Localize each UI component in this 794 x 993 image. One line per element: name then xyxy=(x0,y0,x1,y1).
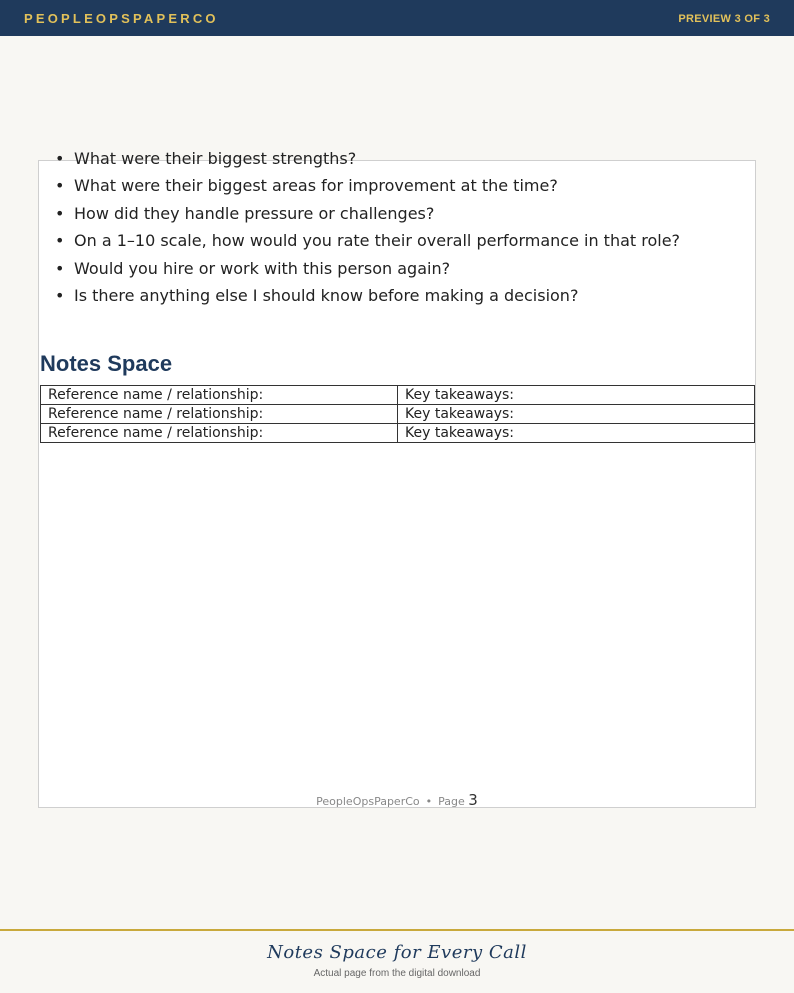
reference-name-cell: Reference name / relationship: xyxy=(41,424,398,443)
reference-name-cell: Reference name / relationship: xyxy=(41,405,398,424)
list-item: • What were their biggest strengths? xyxy=(74,145,680,172)
list-item: • Is there anything else I should know before making a decision? xyxy=(74,282,680,309)
list-item: • What were their biggest areas for improvement at the time? xyxy=(74,172,680,199)
table-row xyxy=(41,386,755,405)
page-footer xyxy=(39,791,755,809)
caption-title: Notes Space for Every Call xyxy=(267,942,527,963)
question-list xyxy=(39,145,680,309)
table-row xyxy=(41,424,755,443)
notes-table xyxy=(40,385,755,443)
key-takeaways-cell: Key takeaways: xyxy=(398,405,755,424)
footer-page-label: Page xyxy=(438,795,465,808)
list-item: • How did they handle pressure or challenges? xyxy=(74,200,680,227)
preview-counter: PREVIEW 3 OF 3 xyxy=(678,13,770,25)
brand-name: PEOPLEOPSPAPERCO xyxy=(24,11,219,26)
gold-divider xyxy=(0,929,794,931)
footer-page-number: 3 xyxy=(468,791,478,809)
key-takeaways-cell: Key takeaways: xyxy=(398,424,755,443)
footer-company: PeopleOpsPaperCo xyxy=(316,795,420,808)
top-banner xyxy=(0,0,794,36)
list-item: • Would you hire or work with this person again? xyxy=(74,255,680,282)
reference-name-cell: Reference name / relationship: xyxy=(41,386,398,405)
caption-subtitle: Actual page from the digital download xyxy=(313,968,481,979)
table-row xyxy=(41,405,755,424)
footer-separator: • xyxy=(425,795,433,808)
document-page-preview xyxy=(38,149,756,809)
list-item: • On a 1–10 scale, how would you rate their overall performance in that role? xyxy=(74,227,680,254)
notes-space-heading: Notes Space xyxy=(40,351,173,376)
key-takeaways-cell: Key takeaways: xyxy=(398,386,755,405)
